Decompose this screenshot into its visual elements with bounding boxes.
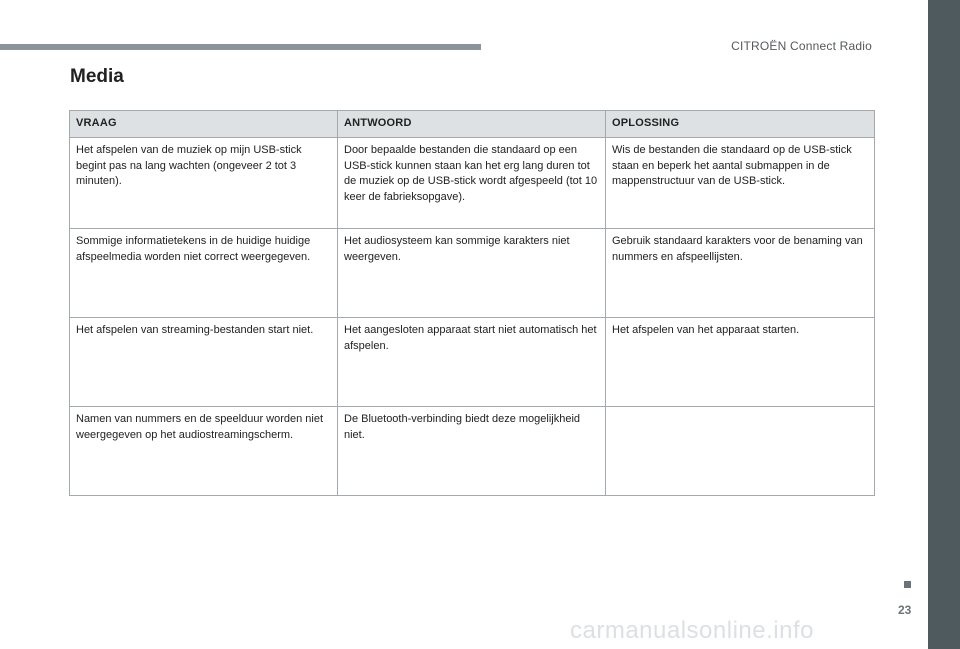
answer-cell: Door bepaalde bestanden die standaard op een USB-stick kunnen staan kan het erg lang duren tot de muziek op de USB-stick wordt afgespeeld (tot 10 keer de fabrieksopgave). [338,138,606,229]
solution-cell: Gebruik standaard karakters voor de benaming van nummers en afspeellijsten. [606,229,875,318]
solution-cell [606,407,875,496]
answer-cell: De Bluetooth-verbinding biedt deze mogelijkheid niet. [338,407,606,496]
page-title: Media [70,66,124,87]
answer-cell: Het audiosysteem kan sommige karakters niet weergeven. [338,229,606,318]
solution-cell: Wis de bestanden die standaard op de USB-stick staan en beperk het aantal submappen in de mappenstructuur van de USB-stick. [606,138,875,229]
question-cell: Sommige informatietekens in de huidige huidige afspeelmedia worden niet correct weergegeven. [70,229,338,318]
faq-table [69,110,875,496]
table-header-row [70,111,875,138]
header-rule [0,44,481,50]
page-number: 23 [898,603,912,617]
table-row [70,318,875,407]
column-header-vraag: VRAAG [70,111,338,138]
column-header-antwoord: ANTWOORD [338,111,606,138]
question-cell: Namen van nummers en de speelduur worden niet weergegeven op het audiostreamingscherm. [70,407,338,496]
table-row [70,138,875,229]
column-header-oplossing: OPLOSSING [606,111,875,138]
page-marker-square [904,581,911,588]
brand-label: CITROËN Connect Radio [731,39,872,53]
question-cell: Het afspelen van de muziek op mijn USB-stick begint pas na lang wachten (ongeveer 2 tot 3 minuten). [70,138,338,229]
side-strip [928,0,960,649]
solution-cell: Het afspelen van het apparaat starten. [606,318,875,407]
watermark: carmanualsonline.info [570,617,814,644]
table-row [70,407,875,496]
answer-cell: Het aangesloten apparaat start niet automatisch het afspelen. [338,318,606,407]
question-cell: Het afspelen van streaming-bestanden start niet. [70,318,338,407]
table-row [70,229,875,318]
